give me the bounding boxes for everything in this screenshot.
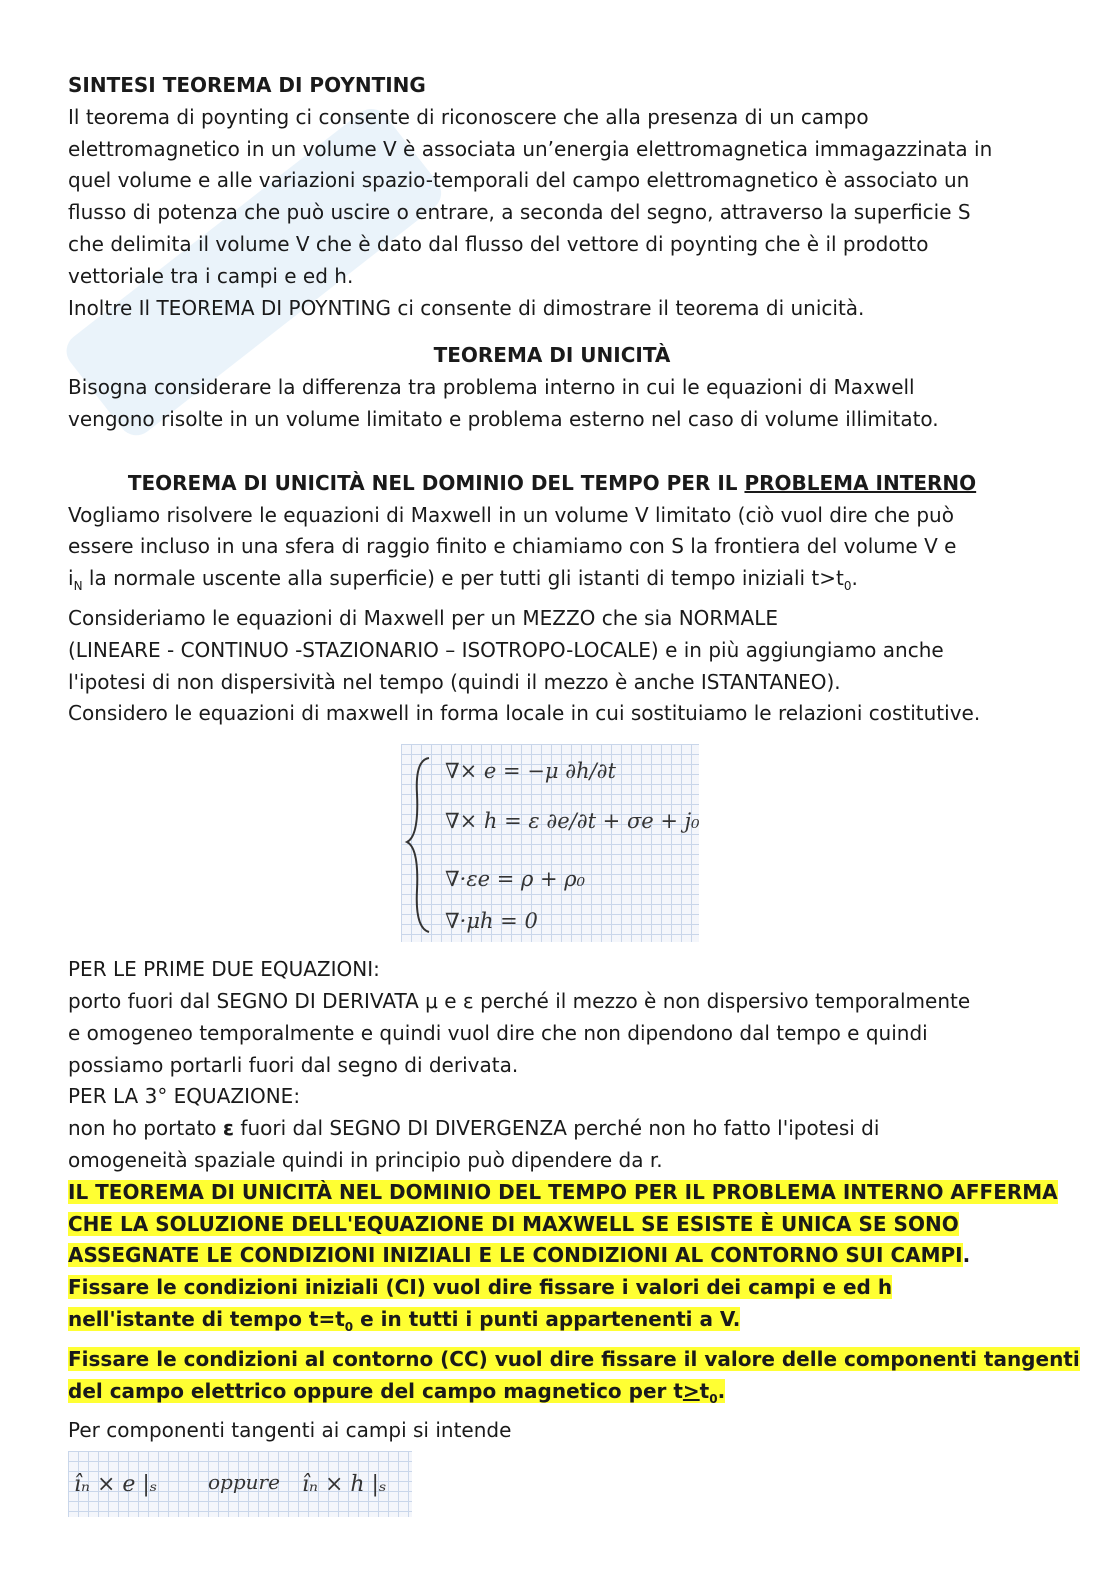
highlighted-line: [68, 1209, 1036, 1241]
text-run: i: [68, 566, 74, 591]
paragraph-line: elettromagnetico in un volume V è associata un’energia elettromagnetica immagazzinata in: [68, 136, 993, 161]
paragraph-line: l'ipotesi di non dispersività nel tempo (quindi il mezzo è anche ISTANTANEO).: [68, 669, 841, 694]
text-run: nell'istante di tempo t=t: [68, 1306, 345, 1331]
section-title-poynting: SINTESI TEOREMA DI POYNTING: [68, 73, 426, 97]
paragraph-line: porto fuori dal SEGNO DI DERIVATA μ e ε perché il mezzo è non dispersivo temporalmente: [68, 988, 971, 1013]
highlight-text: CHE LA SOLUZIONE DELL'EQUAZIONE DI MAXWELL SE ESISTE È UNICA SE SONO: [68, 1211, 959, 1236]
highlighted-line: [68, 1240, 1036, 1272]
equation-term: îₙ × h |ₛ: [302, 1472, 387, 1498]
paragraph-line: che delimita il volume V che è dato dal flusso del vettore di poynting che è il prodotto: [68, 231, 929, 256]
heading-text: TEOREMA DI UNICITÀ NEL DOMINIO DEL TEMPO PER IL: [127, 470, 745, 495]
equation-line: ∇× h = ε ∂e/∂t + σe + j₀: [444, 809, 699, 834]
equation-conjunction: oppure: [208, 1470, 280, 1495]
paragraph-line: Consideriamo le equazioni di Maxwell per un MEZZO che sia NORMALE: [68, 605, 779, 630]
text-run: la normale uscente alla superficie) e per tutti gli istanti di tempo iniziali t>t: [82, 566, 844, 591]
paragraph-line: PER LE PRIME DUE EQUAZIONI:: [68, 957, 380, 982]
subscript: 0: [709, 1391, 718, 1406]
section-title-dominio-tempo: [68, 468, 1036, 500]
text-run: t: [699, 1378, 710, 1403]
paragraph-line: flusso di potenza che può uscire o entrare, a seconda del segno, attraverso la superficie S: [68, 200, 971, 225]
highlight-text: ASSEGNATE LE CONDIZIONI INIZIALI E LE CONDIZIONI AL CONTORNO SUI CAMPI: [68, 1243, 963, 1268]
paragraph-line: possiamo portarli fuori dal segno di derivata.: [68, 1052, 519, 1077]
paragraph-line: (LINEARE - CONTINUO -STAZIONARIO – ISOTROPO-LOCALE) e in più aggiungiamo anche: [68, 637, 944, 662]
handwritten-maxwell-equations: [401, 744, 699, 942]
text-run: .: [962, 1243, 971, 1268]
paragraph-line: [68, 563, 1036, 603]
highlight-text: IL TEOREMA DI UNICITÀ NEL DOMINIO DEL TEMPO PER IL PROBLEMA INTERNO AFFERMA: [68, 1179, 1058, 1204]
heading-underlined-text: PROBLEMA INTERNO: [744, 470, 977, 495]
section-title-unicita: TEOREMA DI UNICITÀ: [433, 343, 671, 368]
equation-line: ∇·εe = ρ + ρ₀: [444, 867, 585, 892]
paragraph-line: vettoriale tra i campi e ed h.: [68, 263, 354, 288]
highlight-text: Fissare le condizioni iniziali (CI) vuol dire fissare i valori dei campi e ed h: [68, 1275, 893, 1300]
highlighted-line: [68, 1272, 1036, 1304]
paragraph-line: [68, 1113, 1036, 1145]
paragraph-line: e omogeneo temporalmente e quindi vuol dire che non dipendono dal tempo e quindi: [68, 1020, 928, 1045]
underlined-symbol: >: [682, 1378, 700, 1403]
paragraph-line: Vogliamo risolvere le equazioni di Maxwell in un volume V limitato (ciò vuol dire che può: [68, 502, 954, 527]
equation-line: ∇× e = −μ ∂h/∂t: [444, 759, 616, 784]
paragraph-line: omogeneità spaziale quindi in principio può dipendere da r.: [68, 1147, 663, 1172]
paragraph-line: PER LA 3° EQUAZIONE:: [68, 1084, 301, 1109]
highlight-text: [68, 1378, 726, 1406]
paragraph-line: essere incluso in una sfera di raggio finito e chiamiamo con S la frontiera del volume V e: [68, 534, 957, 559]
text-run: non ho portato: [68, 1116, 223, 1141]
paragraph-line: Considero le equazioni di maxwell in forma locale in cui sostituiamo le relazioni costitutive.: [68, 701, 981, 726]
highlighted-line: [68, 1376, 1036, 1416]
highlighted-line: [68, 1177, 1058, 1209]
text-run: .: [717, 1378, 726, 1403]
text-run: fuori dal SEGNO DI DIVERGENZA perché non ho fatto l'ipotesi di: [234, 1116, 880, 1141]
highlighted-line: [68, 1344, 1080, 1376]
subscript: 0: [344, 1319, 354, 1334]
highlight-text: [68, 1306, 741, 1334]
paragraph-line: Per componenti tangenti ai campi si intende: [68, 1418, 512, 1443]
text-run: del campo elettrico oppure del campo magnetico per t: [68, 1378, 683, 1403]
equation-term: îₙ × e |ₛ: [74, 1472, 158, 1498]
maxwell-equations-figure: [68, 744, 1036, 942]
document-page: [68, 70, 1080, 1517]
paragraph-line: Bisogna considerare la differenza tra problema interno in cui le equazioni di Maxwell: [68, 375, 915, 400]
paragraph-line: quel volume e alle variazioni spazio-temporali del campo elettromagnetico è associato un: [68, 168, 970, 193]
highlight-text: Fissare le condizioni al contorno (CC) vuol dire fissare il valore delle componenti tangenti: [68, 1346, 1080, 1371]
bold-epsilon: ε: [222, 1116, 235, 1141]
paragraph-line: vengono risolte in un volume limitato e problema esterno nel caso di volume illimitato.: [68, 406, 939, 431]
paragraph-line: Inoltre Il TEOREMA DI POYNTING ci consente di dimostrare il teorema di unicità.: [68, 295, 865, 320]
subscript: N: [73, 579, 83, 594]
text-run: .: [851, 566, 858, 591]
equation-line: ∇·μh = 0: [444, 909, 538, 934]
text-run: e in tutti i punti appartenenti a V.: [353, 1306, 741, 1331]
highlighted-line: [68, 1304, 1036, 1344]
subscript: 0: [843, 579, 852, 594]
paragraph-line: Il teorema di poynting ci consente di riconoscere che alla presenza di un campo: [68, 104, 869, 129]
tangent-components-figure: [68, 1451, 412, 1517]
